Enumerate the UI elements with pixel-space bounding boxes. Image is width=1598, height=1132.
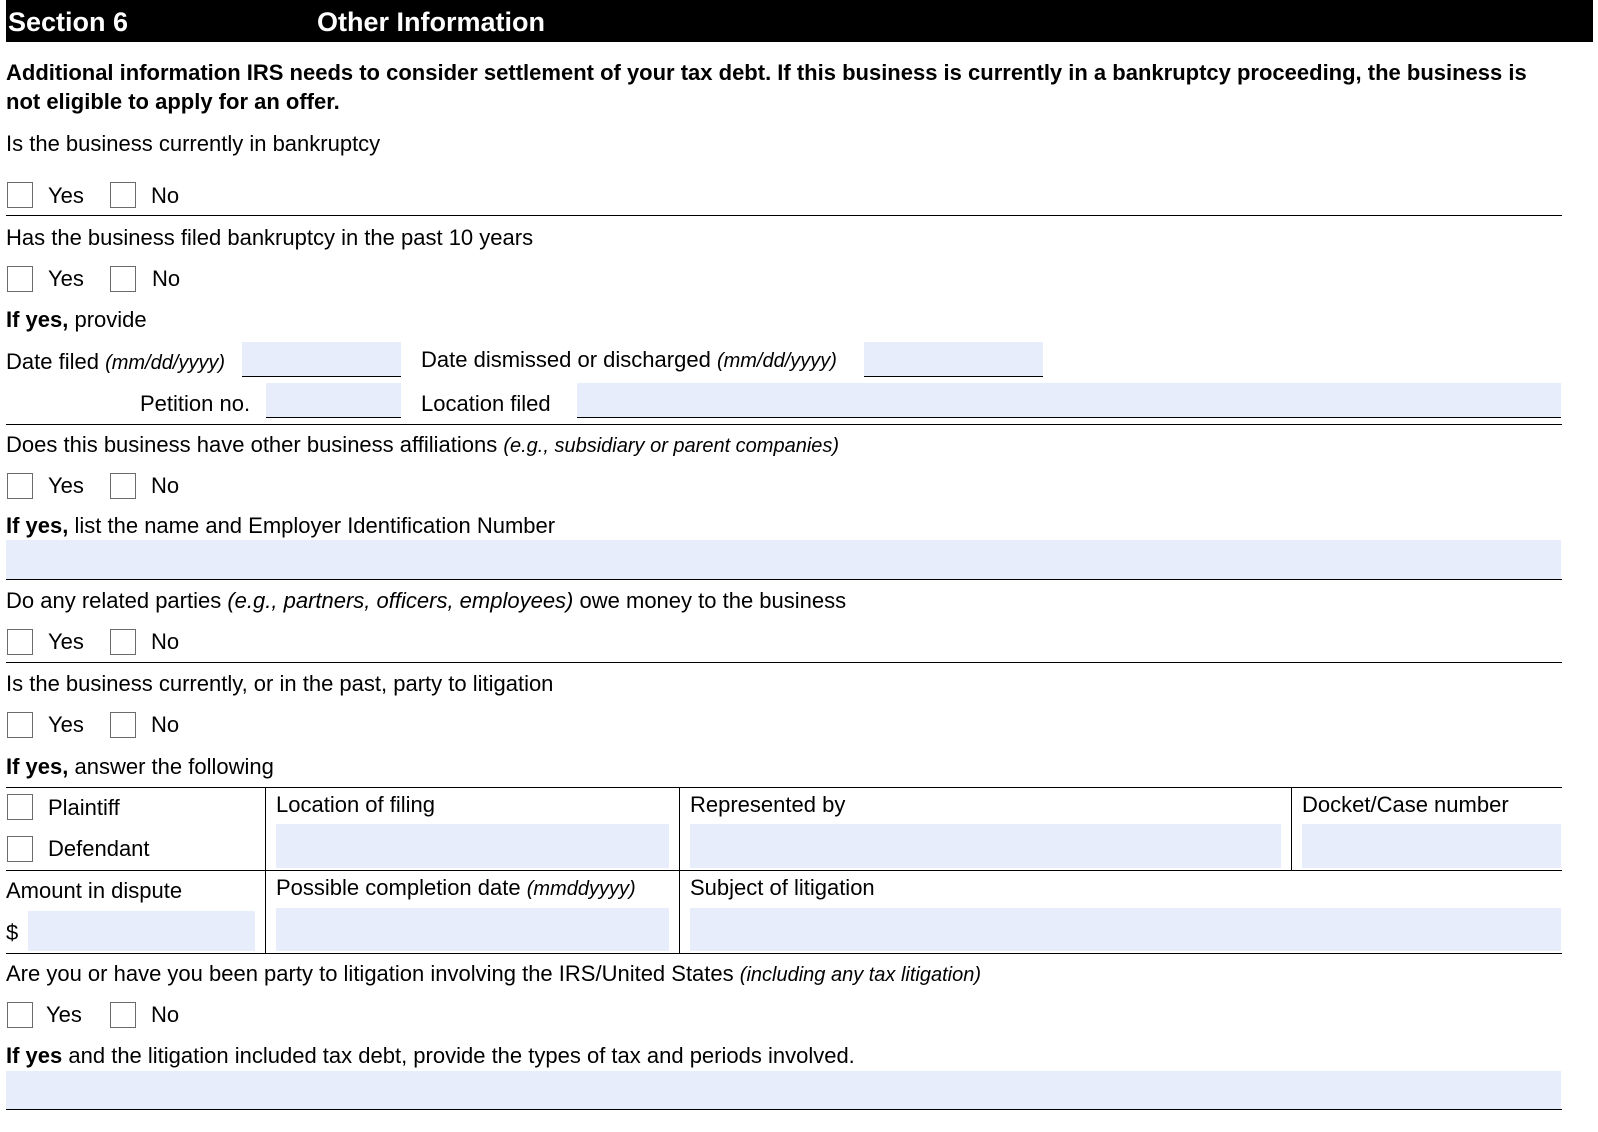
location-filed-label: Location filed <box>421 391 551 416</box>
date-filed-label: Date filed (mm/dd/yyyy) <box>6 349 226 374</box>
yes-label: Yes <box>46 1002 82 1027</box>
field-underline <box>266 417 401 418</box>
no-label: No <box>151 1002 180 1027</box>
section-title: Other Information <box>317 7 545 37</box>
date-dismissed-input[interactable] <box>864 342 1043 376</box>
irs-litigation-yes-checkbox[interactable] <box>7 1002 33 1028</box>
litigation-no-checkbox[interactable] <box>110 712 136 738</box>
no-label: No <box>151 473 180 498</box>
no-label: No <box>151 183 180 208</box>
related-parties-no-checkbox[interactable] <box>110 629 136 655</box>
location-filed-input[interactable] <box>577 383 1561 417</box>
question-bankruptcy-past: Has the business filed bankruptcy in the past 10 years <box>6 225 534 250</box>
yes-label: Yes <box>48 473 84 498</box>
date-dismissed-label: Date dismissed or discharged (mm/dd/yyyy) <box>421 347 837 372</box>
bankruptcy-past-no-checkbox[interactable] <box>110 266 136 292</box>
location-of-filing-label: Location of filing <box>276 792 435 817</box>
affiliations-input[interactable] <box>6 540 1561 579</box>
yes-label: Yes <box>48 712 84 737</box>
field-underline <box>864 376 1043 377</box>
irs-litigation-no-checkbox[interactable] <box>110 1002 136 1028</box>
section-number: Section 6 <box>8 7 129 37</box>
field-underline <box>577 417 1561 418</box>
question-irs-litigation: Are you or have you been party to litigation involving the IRS/United States (including any tax litigation) <box>6 961 982 986</box>
litigation-if-yes: If yes, answer the following <box>6 754 274 779</box>
question-affiliations: Does this business have other business affiliations (e.g., subsidiary or parent companies) <box>6 432 840 457</box>
tax-types-periods-input[interactable] <box>6 1071 1561 1109</box>
represented-by-label: Represented by <box>690 792 846 817</box>
table-bottom-border <box>6 953 1562 954</box>
table-row-border <box>6 870 1562 871</box>
defendant-label: Defendant <box>48 836 150 861</box>
subject-label: Subject of litigation <box>690 875 875 900</box>
petition-label: Petition no. <box>140 391 251 416</box>
table-top-border <box>6 787 1562 788</box>
affiliations-if-yes: If yes, list the name and Employer Identification Number <box>6 513 556 538</box>
table-col-border <box>265 787 266 953</box>
divider <box>6 579 1562 580</box>
related-parties-yes-checkbox[interactable] <box>7 629 33 655</box>
no-label: No <box>151 712 180 737</box>
defendant-checkbox[interactable] <box>7 836 33 862</box>
plaintiff-label: Plaintiff <box>48 795 120 820</box>
irs-litigation-if-yes: If yes and the litigation included tax debt, provide the types of tax and periods involved. <box>6 1043 855 1068</box>
affiliations-yes-checkbox[interactable] <box>7 473 33 499</box>
divider <box>6 424 1562 425</box>
litigation-yes-checkbox[interactable] <box>7 712 33 738</box>
currency-symbol: $ <box>6 920 19 945</box>
bankruptcy-current-no-checkbox[interactable] <box>110 182 136 208</box>
completion-date-label: Possible completion date (mmddyyyy) <box>276 875 636 900</box>
plaintiff-checkbox[interactable] <box>7 794 33 820</box>
bankruptcy-if-yes: If yes, provide <box>6 307 147 332</box>
table-col-border <box>679 787 680 953</box>
question-bankruptcy-current: Is the business currently in bankruptcy <box>6 131 381 156</box>
field-underline <box>242 376 401 377</box>
bankruptcy-past-yes-checkbox[interactable] <box>7 266 33 292</box>
table-col-border <box>1291 787 1292 870</box>
no-label: No <box>152 266 181 291</box>
completion-date-input[interactable] <box>276 908 669 951</box>
yes-label: Yes <box>48 183 84 208</box>
yes-label: Yes <box>48 266 84 291</box>
bankruptcy-current-yes-checkbox[interactable] <box>7 182 33 208</box>
date-filed-input[interactable] <box>242 342 401 376</box>
intro-text: Additional information IRS needs to consider settlement of your tax debt. If this business is currently in a bankruptcy proceeding, the business is not eligible to apply for an offer. <box>6 60 1527 114</box>
divider <box>6 215 1562 216</box>
affiliations-no-checkbox[interactable] <box>110 473 136 499</box>
docket-label: Docket/Case number <box>1302 792 1509 817</box>
divider <box>6 662 1562 663</box>
amount-in-dispute-input[interactable] <box>28 911 255 951</box>
docket-input[interactable] <box>1302 824 1561 868</box>
petition-number-input[interactable] <box>266 383 401 417</box>
amount-in-dispute-label: Amount in dispute <box>6 878 183 903</box>
location-of-filing-input[interactable] <box>276 824 669 868</box>
divider <box>6 1109 1562 1110</box>
represented-by-input[interactable] <box>690 824 1281 868</box>
no-label: No <box>151 629 180 654</box>
subject-input[interactable] <box>690 908 1561 951</box>
question-related-parties: Do any related parties (e.g., partners, officers, employees) owe money to the business <box>6 588 847 613</box>
yes-label: Yes <box>48 629 84 654</box>
section-header <box>6 0 1593 42</box>
question-litigation: Is the business currently, or in the past, party to litigation <box>6 671 554 696</box>
